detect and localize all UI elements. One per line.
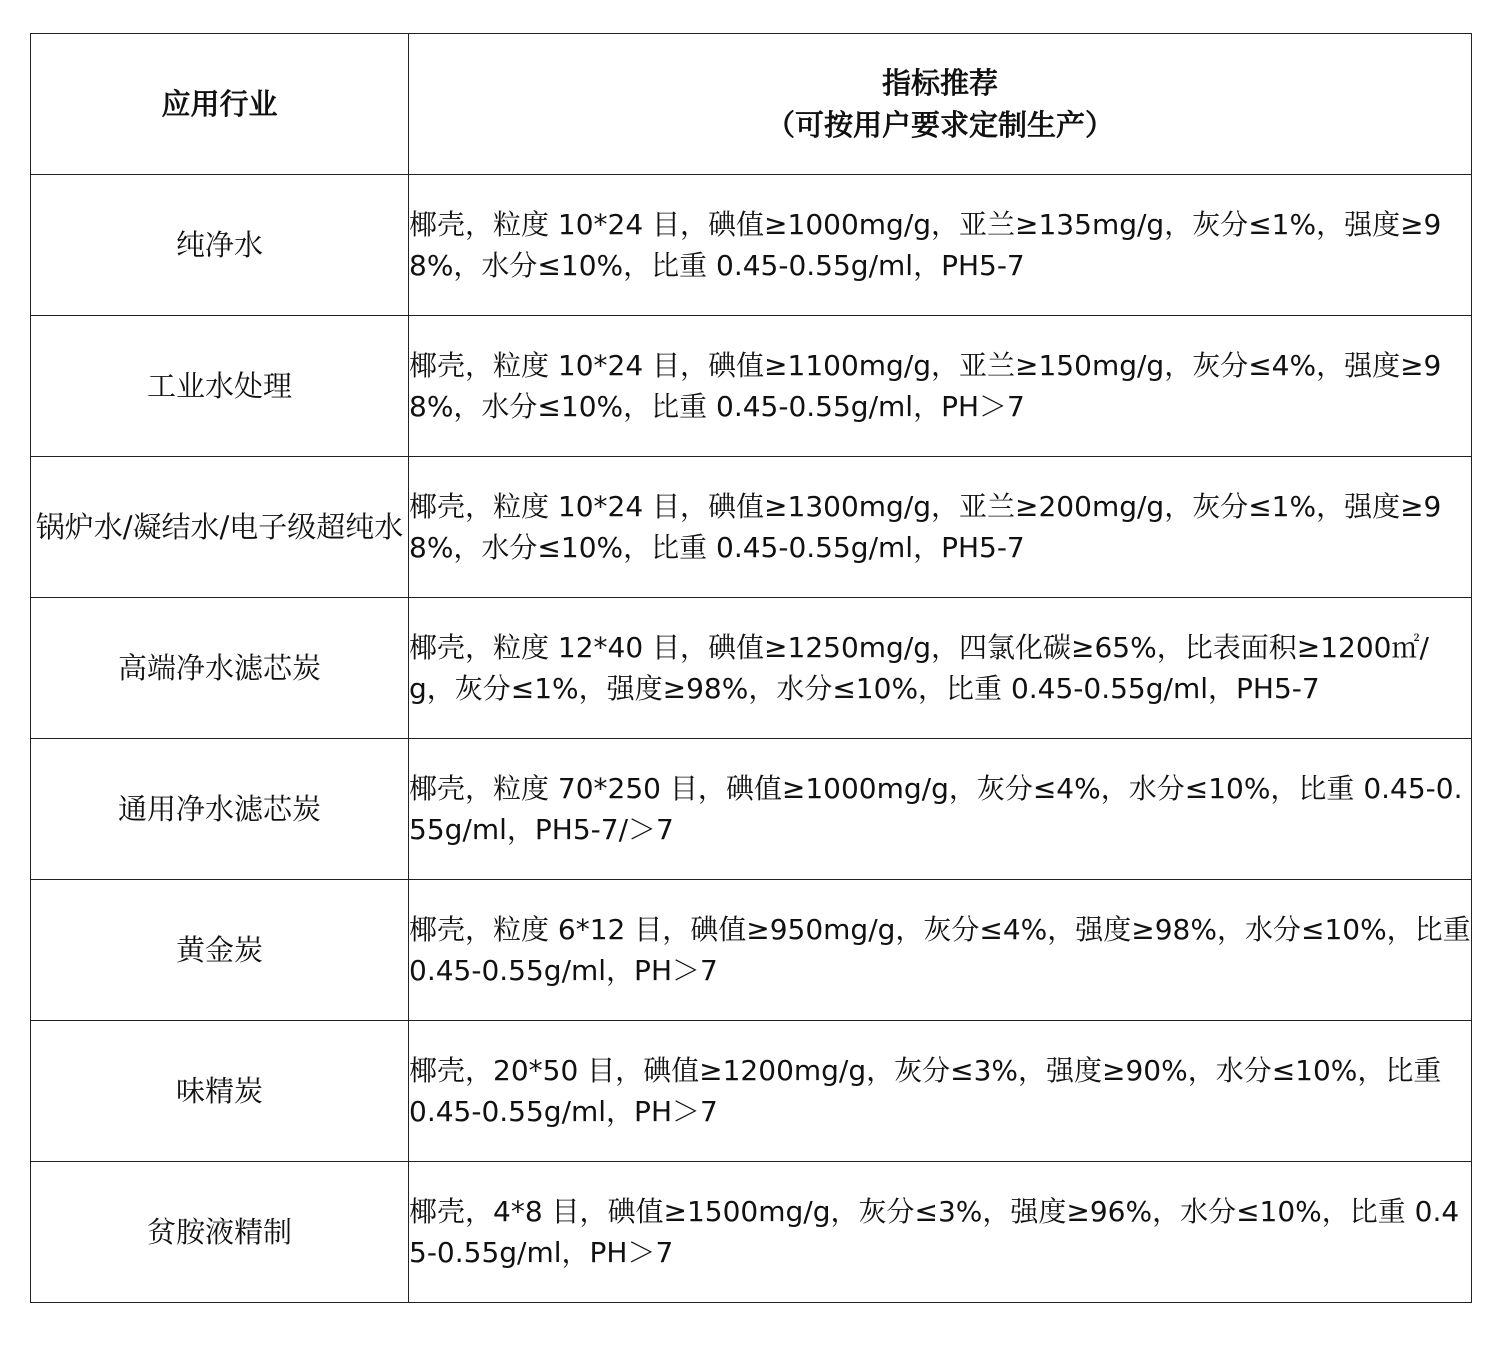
spec-cell: 椰壳，20*50 目，碘值≥1200mg/g，灰分≤3%，强度≥90%，水分≤10%，比重 0.45-0.55g/ml，PH＞7 xyxy=(409,1021,1472,1162)
table-row xyxy=(31,880,1472,1021)
spec-cell: 椰壳，粒度 10*24 目，碘值≥1100mg/g，亚兰≥150mg/g，灰分≤4%，强度≥98%，水分≤10%，比重 0.45-0.55g/ml，PH＞7 xyxy=(409,316,1472,457)
spec-table xyxy=(30,33,1472,1303)
industry-cell: 高端净水滤芯炭 xyxy=(31,598,409,739)
industry-cell: 锅炉水/凝结水/电子级超纯水 xyxy=(31,457,409,598)
header-spec xyxy=(409,34,1472,175)
spec-cell: 椰壳，粒度 70*250 目，碘值≥1000mg/g，灰分≤4%，水分≤10%，比重 0.45-0.55g/ml，PH5-7/＞7 xyxy=(409,739,1472,880)
spec-cell: 椰壳，粒度 10*24 目，碘值≥1000mg/g，亚兰≥135mg/g，灰分≤1%，强度≥98%，水分≤10%，比重 0.45-0.55g/ml，PH5-7 xyxy=(409,175,1472,316)
spec-cell: 椰壳，4*8 目，碘值≥1500mg/g，灰分≤3%，强度≥96%，水分≤10%，比重 0.45-0.55g/ml，PH＞7 xyxy=(409,1162,1472,1303)
spec-cell: 椰壳，粒度 6*12 目，碘值≥950mg/g，灰分≤4%，强度≥98%，水分≤10%，比重 0.45-0.55g/ml，PH＞7 xyxy=(409,880,1472,1021)
header-spec-title: 指标推荐 xyxy=(881,66,998,100)
industry-cell: 黄金炭 xyxy=(31,880,409,1021)
table-row xyxy=(31,175,1472,316)
table-row xyxy=(31,316,1472,457)
table-row xyxy=(31,1021,1472,1162)
header-row xyxy=(31,34,1472,175)
industry-cell: 味精炭 xyxy=(31,1021,409,1162)
industry-cell: 纯净水 xyxy=(31,175,409,316)
header-industry: 应用行业 xyxy=(31,34,409,175)
industry-cell: 工业水处理 xyxy=(31,316,409,457)
header-spec-subtitle: （可按用户要求定制生产） xyxy=(765,108,1114,142)
spec-cell: 椰壳，粒度 10*24 目，碘值≥1300mg/g，亚兰≥200mg/g，灰分≤1%，强度≥98%，水分≤10%，比重 0.45-0.55g/ml，PH5-7 xyxy=(409,457,1472,598)
table-row xyxy=(31,739,1472,880)
industry-cell: 通用净水滤芯炭 xyxy=(31,739,409,880)
table-row xyxy=(31,457,1472,598)
table-row xyxy=(31,598,1472,739)
industry-cell: 贫胺液精制 xyxy=(31,1162,409,1303)
table-row xyxy=(31,1162,1472,1303)
spec-cell: 椰壳，粒度 12*40 目，碘值≥1250mg/g，四氯化碳≥65%，比表面积≥1200㎡/g，灰分≤1%，强度≥98%，水分≤10%，比重 0.45-0.55g/ml，PH5-7 xyxy=(409,598,1472,739)
